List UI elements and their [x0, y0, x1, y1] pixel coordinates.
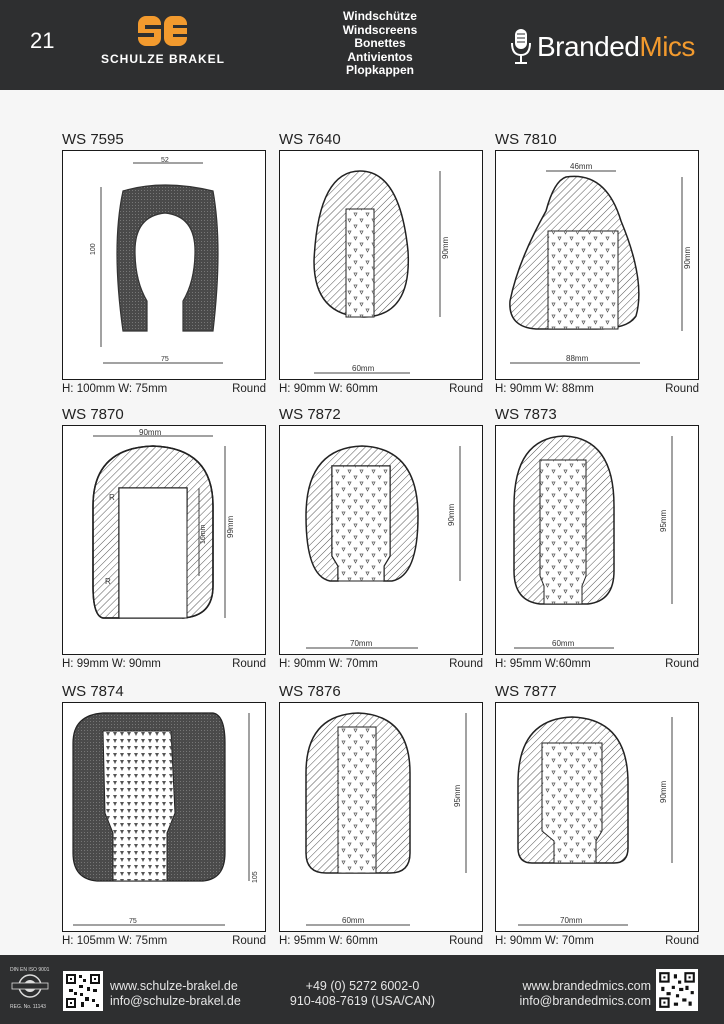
product-width: W: 88mm — [544, 383, 594, 395]
product-drawing — [279, 425, 483, 655]
product-shape: Round — [665, 935, 699, 947]
product-shape: Round — [232, 935, 266, 947]
product-title: WS 7640 — [279, 131, 341, 148]
product-title: WS 7872 — [279, 406, 341, 423]
email-link-schulze-brakel[interactable]: info@schulze-brakel.de — [110, 994, 241, 1008]
product-dimensions — [279, 383, 378, 395]
iso-certification — [10, 967, 54, 1010]
brand-plain: Branded — [537, 31, 640, 62]
iso-standard: DIN EN ISO 9001 — [10, 967, 50, 973]
ws7874-dim-v: 105 — [252, 871, 259, 883]
phone-usa-canada[interactable]: 910-408-7619 (USA/CAN) — [289, 994, 436, 1008]
microphone-icon — [510, 27, 532, 67]
ws7595-dim-bottom: 75 — [161, 356, 169, 363]
product-title: WS 7876 — [279, 683, 341, 700]
product-dimensions — [279, 658, 378, 670]
product-specs — [62, 658, 266, 670]
branded-mics-contact — [505, 979, 651, 1009]
product-width: W: 90mm — [111, 658, 161, 670]
ws7870-drawing — [63, 426, 266, 655]
product-ws7877 — [495, 684, 699, 947]
product-shape: Round — [449, 935, 483, 947]
email-link-branded-mics[interactable]: info@brandedmics.com — [519, 994, 651, 1008]
product-drawing — [279, 702, 483, 932]
ws7876-drawing — [280, 703, 483, 932]
ws7640-dim-v: 90mm — [441, 236, 450, 259]
product-height: H: 95mm — [279, 935, 326, 947]
ws7877-drawing — [496, 703, 699, 932]
ws7872-dim-v: 90mm — [447, 503, 456, 526]
product-dimensions — [62, 935, 167, 947]
qr-code-schulze-brakel-icon[interactable] — [63, 971, 103, 1011]
branded-mics-wordmark — [537, 31, 695, 63]
product-specs — [62, 383, 266, 395]
phone-contact — [285, 979, 440, 1009]
product-width: W: 75mm — [118, 383, 168, 395]
product-width: W: 70mm — [328, 658, 378, 670]
category-en: Windscreens — [342, 22, 418, 37]
ws7870-r2: R — [105, 577, 111, 586]
phone-germany[interactable]: +49 (0) 5272 6002-0 — [305, 979, 420, 993]
ws7870-dim-v: 99mm — [226, 515, 235, 538]
product-drawing — [279, 150, 483, 380]
product-specs — [62, 935, 266, 947]
product-height: H: 90mm — [279, 383, 326, 395]
page-number: 21 — [30, 28, 55, 53]
iso-registration: REG. No. 11143 — [10, 1004, 46, 1010]
ws7874-dim-h: 75 — [129, 918, 137, 925]
ws7870-r1: R — [109, 493, 115, 502]
ws7873-drawing — [496, 426, 699, 655]
schulze-brakel-name: SCHULZE BRAKEL — [101, 52, 225, 66]
ws7876-dim-h: 60mm — [342, 916, 365, 925]
ws7640-drawing — [280, 151, 483, 380]
product-title: WS 7874 — [62, 683, 124, 700]
product-dimensions — [62, 658, 161, 670]
ws7872-drawing — [280, 426, 483, 655]
schulze-brakel-logo — [98, 15, 228, 66]
category-nl: Plopkappen — [345, 63, 414, 77]
product-width: W:60mm — [544, 658, 591, 670]
sb-logo-mark-icon — [137, 15, 189, 47]
product-ws7810 — [495, 132, 699, 395]
brand-accent: Mics — [639, 31, 695, 62]
product-ws7870 — [62, 407, 266, 670]
product-drawing — [495, 150, 699, 380]
website-link-schulze-brakel[interactable]: www.schulze-brakel.de — [110, 979, 238, 993]
product-height: H: 90mm — [495, 935, 542, 947]
schulze-brakel-contact — [110, 979, 241, 1009]
product-shape: Round — [449, 658, 483, 670]
ws7810-dim-h: 88mm — [566, 354, 589, 363]
product-title: WS 7873 — [495, 406, 557, 423]
product-height: H: 99mm — [62, 658, 109, 670]
ws7810-dim-top: 46mm — [570, 162, 593, 171]
ws7873-dim-v: 95mm — [659, 509, 668, 532]
product-specs — [279, 935, 483, 947]
ws7810-drawing — [496, 151, 699, 380]
product-title: WS 7595 — [62, 131, 124, 148]
ws7595-dim-top: 52 — [161, 157, 169, 164]
product-specs — [279, 383, 483, 395]
product-width: W: 60mm — [328, 935, 378, 947]
product-height: H: 90mm — [495, 383, 542, 395]
product-height: H: 105mm — [62, 935, 116, 947]
product-width: W: 70mm — [544, 935, 594, 947]
branded-mics-logo — [510, 25, 695, 69]
product-dimensions — [495, 935, 594, 947]
product-width: W: 60mm — [328, 383, 378, 395]
product-specs — [279, 658, 483, 670]
product-specs — [495, 383, 699, 395]
ws7640-dim-h: 60mm — [352, 364, 375, 373]
product-ws7640 — [279, 132, 483, 395]
ws7595-drawing — [63, 151, 266, 380]
ws7870-dim-inner: 16mm — [200, 524, 207, 544]
product-title: WS 7810 — [495, 131, 557, 148]
ws7877-dim-v: 90mm — [659, 780, 668, 803]
website-link-branded-mics[interactable]: www.brandedmics.com — [522, 979, 651, 993]
ws7595-dim-v: 100 — [90, 243, 97, 255]
product-drawing — [62, 425, 266, 655]
product-drawing — [495, 702, 699, 932]
product-ws7874 — [62, 684, 266, 947]
ws7877-dim-h: 70mm — [560, 916, 583, 925]
product-drawing — [62, 702, 266, 932]
product-ws7872 — [279, 407, 483, 670]
page-footer — [0, 955, 724, 1024]
page-header — [0, 0, 724, 90]
ws7873-dim-h: 60mm — [552, 639, 575, 648]
product-width: W: 75mm — [118, 935, 168, 947]
category-fr: Bonettes — [354, 36, 406, 50]
product-shape: Round — [665, 383, 699, 395]
product-shape: Round — [232, 658, 266, 670]
product-dimensions — [495, 383, 594, 395]
product-shape: Round — [449, 383, 483, 395]
qr-code-branded-mics-icon[interactable] — [656, 969, 698, 1011]
ws7870-dim-top: 90mm — [139, 428, 162, 437]
ws7876-dim-v: 95mm — [453, 784, 462, 807]
product-drawing — [495, 425, 699, 655]
product-height: H: 90mm — [279, 658, 326, 670]
product-dimensions — [279, 935, 378, 947]
ws7874-drawing — [63, 703, 266, 932]
category-de: Windschütze — [343, 9, 417, 23]
product-ws7873 — [495, 407, 699, 670]
product-dimensions — [495, 658, 591, 670]
product-dimensions — [62, 383, 167, 395]
category-es: Antivientos — [347, 49, 413, 64]
product-height: H: 95mm — [495, 658, 542, 670]
product-drawing — [62, 150, 266, 380]
product-title: WS 7870 — [62, 406, 124, 423]
product-shape: Round — [232, 383, 266, 395]
product-specs — [495, 935, 699, 947]
product-ws7876 — [279, 684, 483, 947]
product-title: WS 7877 — [495, 683, 557, 700]
category-list — [320, 10, 440, 78]
product-shape: Round — [665, 658, 699, 670]
ws7810-dim-v: 90mm — [683, 246, 692, 269]
product-ws7595 — [62, 132, 266, 395]
product-height: H: 100mm — [62, 383, 116, 395]
ws7872-dim-h: 70mm — [350, 639, 373, 648]
product-specs — [495, 658, 699, 670]
dqs-certification-seal-icon — [10, 973, 50, 999]
